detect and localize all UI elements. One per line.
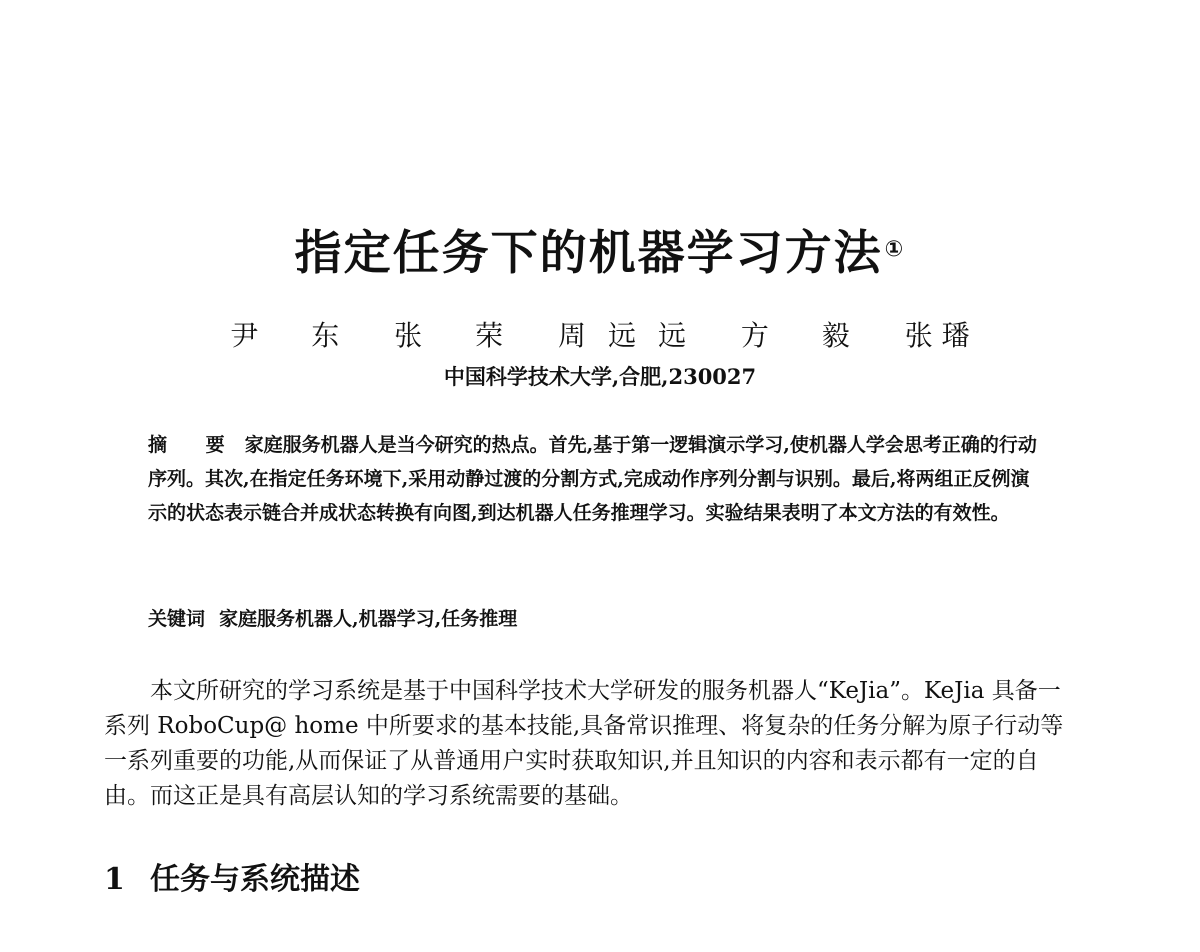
keywords-label: 关键词 <box>148 608 206 630</box>
section-title: 任务与系统描述 <box>150 862 360 897</box>
affiliation: 中国科学技术大学,合肥,230027 <box>443 364 757 389</box>
abstract <box>148 428 1038 530</box>
section-number: 1 <box>104 862 125 897</box>
keywords <box>148 604 1038 634</box>
abstract-label: 摘 要 <box>148 434 241 456</box>
title-footnote-mark: ① <box>884 237 906 262</box>
keywords-text: 家庭服务机器人,机器学习,任务推理 <box>219 608 518 630</box>
section-heading <box>104 858 360 902</box>
author-name: 张 荣 <box>394 319 526 352</box>
intro-paragraph: 本文所研究的学习系统是基于中国科学技术大学研发的服务机器人“KeJia”。KeJia 具备一系列 RoboCup@ home 中所要求的基本技能,具备常识推理、将复杂的任务分解为原子行动等一系列重要的功能,从而保证了从普通用户实时获取知识,并且知识的内容和表示都有一定的自由。而这正是具有高层认知的学习系统需要的基础。 <box>104 678 1064 809</box>
paper-title <box>0 224 1200 284</box>
author-name: 张 璠 <box>904 319 970 352</box>
author-list <box>0 316 1200 356</box>
author-name: 周远远 <box>557 319 708 352</box>
title-text: 指定任务下的机器学习方法 <box>294 226 883 281</box>
abstract-text: 家庭服务机器人是当今研究的热点。首先,基于第一逻辑演示学习,使机器人学会思考正确的行动序列。其次,在指定任务环境下,采用动静过渡的分割方式,完成动作序列分割与识别。最后,将两组正反例演示的状态表示链合并成状态转换有向图,到达机器人任务推理学习。实验结果表明了本文方法的有效性。 <box>148 434 1037 524</box>
author-name: 方 毅 <box>740 319 872 352</box>
author-name: 尹 东 <box>230 319 362 352</box>
